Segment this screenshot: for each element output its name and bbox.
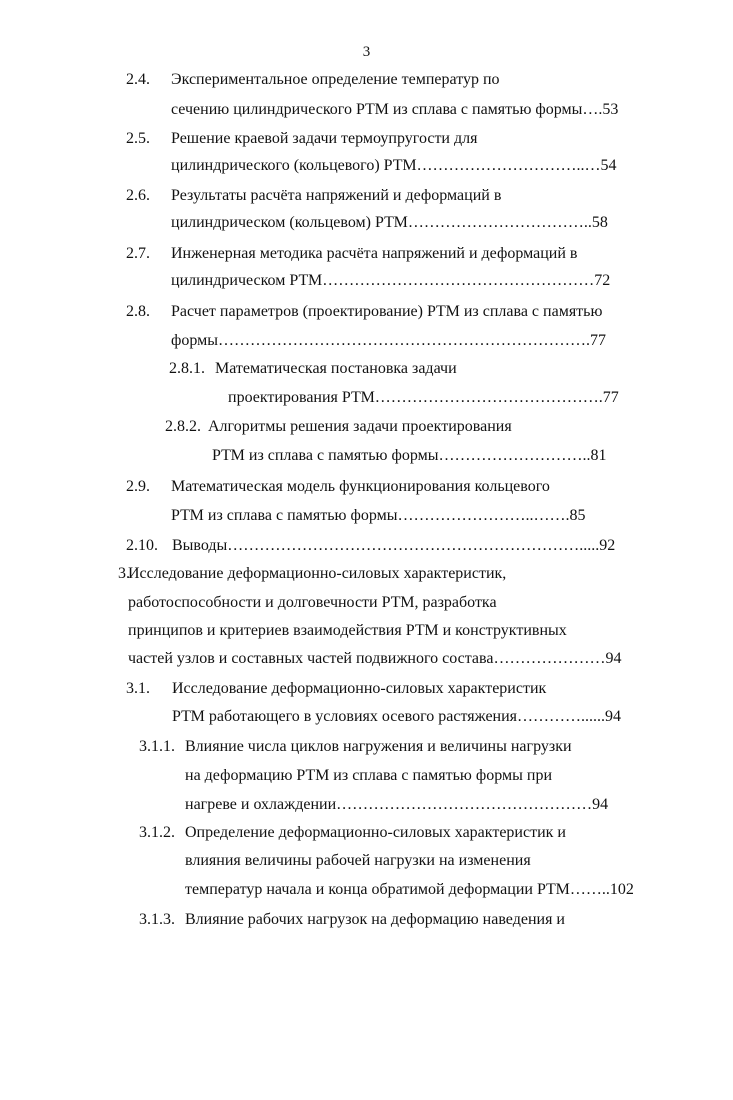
toc-number: 3. xyxy=(118,565,130,582)
toc-number: 3.1.3. xyxy=(139,911,175,928)
toc-text: цилиндрическом (кольцевом) РТМ……………………………..58 xyxy=(171,214,608,231)
toc-text: Исследование деформационно-силовых характеристик xyxy=(172,680,547,697)
toc-number: 2.5. xyxy=(126,130,150,147)
toc-number: 2.10. xyxy=(126,537,158,554)
toc-text: Исследование деформационно-силовых характеристик, xyxy=(128,565,507,582)
toc-text: температур начала и конца обратимой деформации РТМ……..102 xyxy=(185,881,634,898)
toc-text: влияния величины рабочей нагрузки на изменения xyxy=(185,852,531,869)
toc-text: сечению цилиндрического РТМ из сплава с памятью формы….53 xyxy=(171,101,619,118)
toc-text: РТМ из сплава с памятью формы………………………..81 xyxy=(212,447,607,464)
toc-number: 3.1.2. xyxy=(139,824,175,841)
toc-text: Математическая постановка задачи xyxy=(215,360,457,377)
toc-text: Влияние числа циклов нагружения и величины нагрузки xyxy=(185,738,572,755)
toc-text: формы…………………………………………………………….77 xyxy=(171,332,606,349)
toc-number: 3.1.1. xyxy=(139,738,175,755)
toc-text: Выводы………………………………………………………….....92 xyxy=(172,537,616,554)
toc-text: частей узлов и составных частей подвижного состава…………………94 xyxy=(128,650,622,667)
toc-text: Влияние рабочих нагрузок на деформацию наведения и xyxy=(185,911,565,928)
toc-text: Результаты расчёта напряжений и деформаций в xyxy=(171,187,502,204)
toc-number: 2.8. xyxy=(126,303,150,320)
toc-text: цилиндрическом РТМ……………………………………………72 xyxy=(171,272,611,289)
toc-text: Решение краевой задачи термоупругости для xyxy=(171,130,478,147)
toc-text: Определение деформационно-силовых характеристик и xyxy=(185,824,566,841)
toc-text: Математическая модель функционирования кольцевого xyxy=(171,478,550,495)
toc-text: РТМ работающего в условиях осевого растяжения…………......94 xyxy=(172,708,622,725)
toc-text: нагреве и охлаждении…………………………………………94 xyxy=(185,796,609,813)
toc-text: Расчет параметров (проектирование) РТМ из сплава с памятью xyxy=(171,303,603,320)
toc-text: Инженерная методика расчёта напряжений и деформаций в xyxy=(171,245,578,262)
toc-number: 3.1. xyxy=(126,680,150,697)
toc-number: 2.6. xyxy=(126,187,150,204)
toc-text: цилиндрического (кольцевого) РТМ…………………………..…54 xyxy=(171,157,617,174)
page-number: 3 xyxy=(362,44,371,60)
toc-number: 2.4. xyxy=(126,71,150,88)
toc-text: работоспособности и долговечности РТМ, разработка xyxy=(128,594,497,611)
toc-number: 2.8.1. xyxy=(169,360,205,377)
toc-number: 2.7. xyxy=(126,245,150,262)
toc-text: Экспериментальное определение температур по xyxy=(171,71,500,88)
toc-text: проектирования РТМ…………………………………….77 xyxy=(228,389,619,406)
toc-text: РТМ из сплава с памятью формы……………………..…….85 xyxy=(171,507,586,524)
toc-number: 2.9. xyxy=(126,478,150,495)
toc-number: 2.8.2. xyxy=(165,418,201,435)
toc-text: Алгоритмы решения задачи проектирования xyxy=(208,418,512,435)
toc-text: на деформацию РТМ из сплава с памятью формы при xyxy=(185,767,552,784)
toc-text: принципов и критериев взаимодействия РТМ и конструктивных xyxy=(128,622,567,639)
